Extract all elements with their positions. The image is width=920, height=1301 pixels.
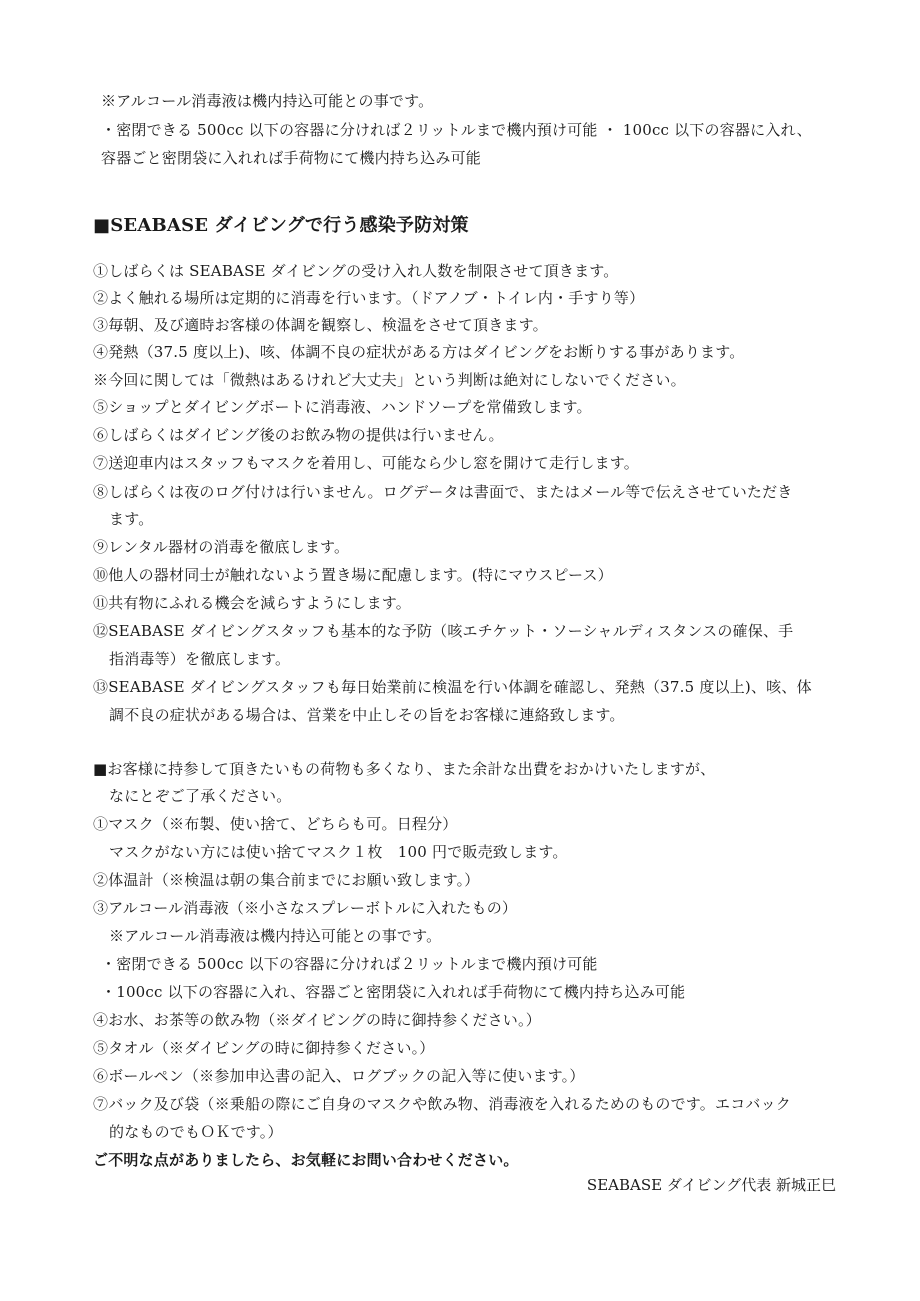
container-rule: ・密閉できる 500cc 以下の容器に分ければ２リットルまで機内預け可能 ・ 100cc 以下の容器に入れ、 (101, 121, 812, 139)
measure-item: ③毎朝、及び適時お客様の体調を観察し、検温をさせて頂きます。 (93, 316, 548, 334)
bring-item: ⑦バック及び袋（※乗船の際にご自身のマスクや飲み物、消毒液を入れるためのものです。エコバック (93, 1095, 792, 1113)
measure-item: ⑤ショップとダイビングボートに消毒液、ハンドソープを常備致します。 (93, 398, 592, 416)
measure-item-continued: 調不良の症状がある場合は、営業を中止しその旨をお客様に連絡致します。 (109, 706, 625, 724)
bring-item: ②体温計（※検温は朝の集合前までにお願い致します。） (93, 871, 480, 889)
closing-text: ご不明な点がありましたら、お気軽にお問い合わせください。 (93, 1151, 519, 1169)
measure-item: ⑥しばらくはダイビング後のお飲み物の提供は行いません。 (93, 426, 504, 444)
measure-item: ⑨レンタル器材の消毒を徹底します。 (93, 538, 350, 556)
measure-item: ⑦送迎車内はスタッフもマスクを着用し、可能なら少し窓を開けて走行します。 (93, 454, 640, 472)
measure-item: ⑬SEABASE ダイビングスタッフも毎日始業前に検温を行い体調を確認し、発熱（37.5 度以上)、咳、体 (93, 678, 812, 696)
bring-item-detail: マスクがない方には使い捨てマスク１枚 100 円で販売致します。 (109, 843, 568, 861)
measure-item: ⑧しばらくは夜のログ付けは行いません。ログデータは書面で、またはメール等で伝えさせていただき (93, 483, 793, 501)
bring-heading: ■お客様に持参して頂きたいもの荷物も多くなり、また余計な出費をおかけいたしますが、 (93, 760, 716, 778)
measure-item-continued: ます。 (109, 510, 154, 528)
bring-item: ④お水、お茶等の飲み物（※ダイビングの時に御持参ください。） (93, 1011, 541, 1029)
measure-item: ①しばらくは SEABASE ダイビングの受け入れ人数を制限させて頂きます。 (93, 262, 619, 280)
measure-item: ⑪共有物にふれる機会を減らすようにします。 (93, 594, 412, 612)
measure-item-continued: 指消毒等）を徹底します。 (109, 650, 291, 668)
bring-item-detail: ・100cc 以下の容器に入れ、容器ごと密閉袋に入れれば手荷物にて機内持ち込み可能 (101, 983, 686, 1001)
alcohol-note: ※アルコール消毒液は機内持込可能との事です。 (101, 92, 434, 110)
bring-item-detail: ・密閉できる 500cc 以下の容器に分ければ２リットルまで機内預け可能 (101, 955, 598, 973)
measure-item: ②よく触れる場所は定期的に消毒を行います。（ドアノブ・トイレ内・手すり等） (93, 289, 645, 307)
measure-item: ⑫SEABASE ダイビングスタッフも基本的な予防（咳エチケット・ソーシャルディスタンスの確保、手 (93, 622, 794, 640)
bring-heading-continued: なにとぞご了承ください。 (109, 787, 292, 805)
signature: SEABASE ダイビング代表 新城正巳 (586, 1176, 836, 1194)
bring-item: ③アルコール消毒液（※小さなスプレーボトルに入れたもの） (93, 899, 518, 917)
bring-item: ⑤タオル（※ダイビングの時に御持参ください。） (93, 1039, 435, 1057)
container-rule-continued: 容器ごと密閉袋に入れれば手荷物にて機内持ち込み可能 (101, 149, 482, 167)
bring-item: ⑥ボールペン（※参加申込書の記入、ログブックの記入等に使います。） (93, 1067, 585, 1085)
measure-item: ④発熱（37.5 度以上)、咳、体調不良の症状がある方はダイビングをお断りする事があります。 (93, 343, 745, 361)
measure-item: ⑩他人の器材同士が触れないよう置き場に配慮します。(特にマウスピース） (93, 566, 613, 584)
bring-item: ①マスク（※布製、使い捨て、どちらも可。日程分） (93, 815, 458, 833)
bring-item-continued: 的なものでもＯＫです。） (109, 1123, 283, 1141)
measures-heading: ■SEABASE ダイビングで行う感染予防対策 (93, 215, 469, 236)
measure-note: ※今回に関しては「微熱はあるけれど大丈夫」という判断は絶対にしないでください。 (93, 371, 686, 389)
bring-item-detail: ※アルコール消毒液は機内持込可能との事です。 (109, 927, 442, 945)
